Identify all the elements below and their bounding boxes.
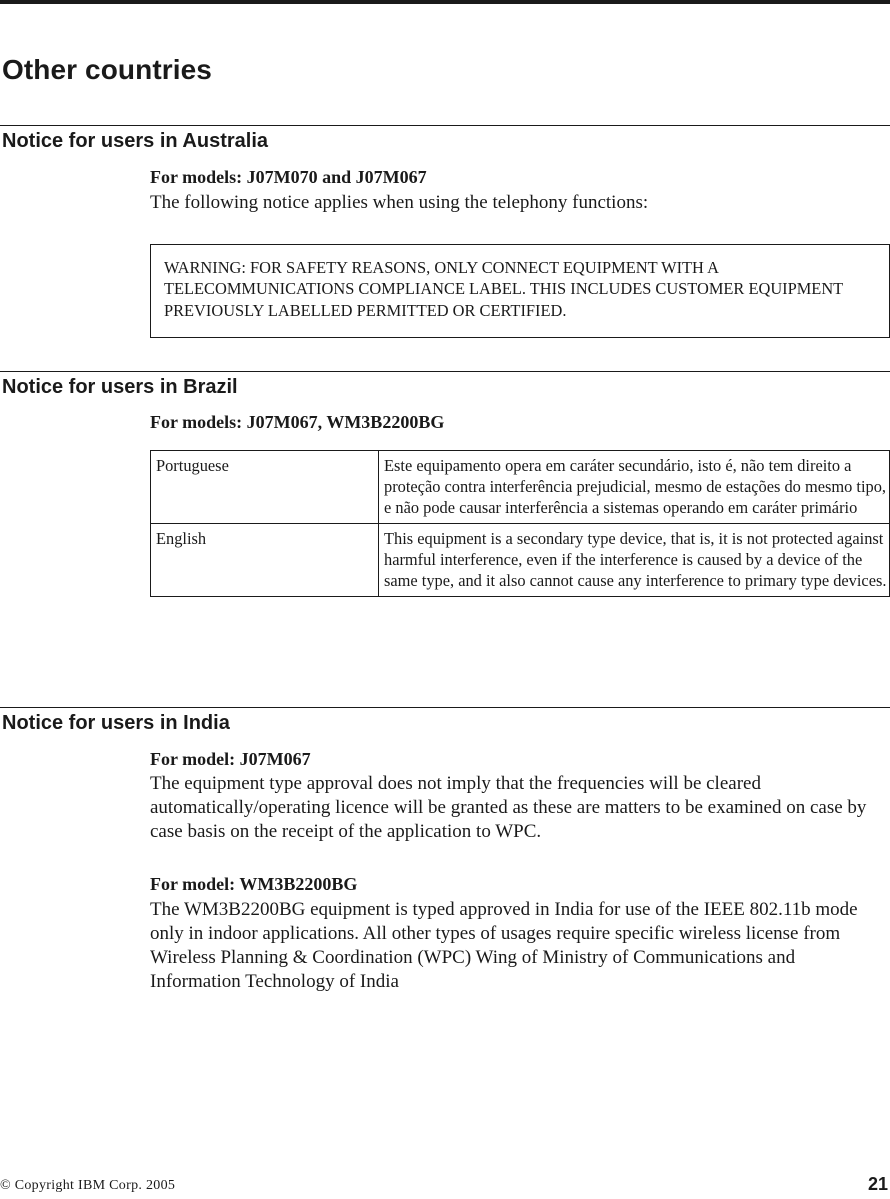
- australia-warning-text: WARNING: FOR SAFETY REASONS, ONLY CONNECT EQUIPMENT WITH A TELECOMMUNICATIONS COMPLIANCE LABEL. THIS INCLUDES CUSTOMER EQUIPMENT PREVIOUSLY LABELLED PERMITTED OR CERTIFIED.: [164, 258, 843, 320]
- page-number: 21: [867, 1174, 888, 1194]
- table-cell-language: English: [151, 524, 379, 597]
- top-rule: [0, 0, 890, 4]
- india-model-1: For model: J07M067: [150, 749, 311, 769]
- table-cell-text: This equipment is a secondary type device, that is, it is not protected against harmful interference, even if the interference is caused by a device of the same type, and it also cannot cause any interference to primary type devices.: [379, 524, 890, 597]
- india-heading: Notice for users in India: [2, 712, 230, 734]
- brazil-notice-table: [150, 450, 890, 597]
- section-divider: [0, 125, 890, 126]
- australia-heading: Notice for users in Australia: [2, 130, 268, 152]
- table-row: [151, 451, 890, 524]
- india-model-2: For model: WM3B2200BG: [150, 874, 358, 894]
- india-text-1: The equipment type approval does not imply that the frequencies will be cleared automatically/operating licence will be granted as these are matters to be examined on case by case basis on the receipt of the application to WPC.: [150, 773, 867, 842]
- australia-warning-box: [150, 244, 890, 338]
- table-cell-text: Este equipamento opera em caráter secundário, isto é, não tem direito a proteção contra interferência prejudicial, mesmo de estações do mesmo tipo, e não pode causar interferência a sistemas operando em caráter primário: [379, 451, 890, 524]
- brazil-heading: Notice for users in Brazil: [2, 376, 238, 398]
- brazil-models: For models: J07M067, WM3B2200BG: [150, 412, 445, 432]
- table-row: [151, 524, 890, 597]
- footer-copyright: © Copyright IBM Corp. 2005: [0, 1178, 176, 1193]
- page-title: Other countries: [2, 54, 212, 85]
- section-divider: [0, 371, 890, 372]
- australia-intro: The following notice applies when using the telephony functions:: [150, 192, 649, 213]
- section-divider: [0, 707, 890, 708]
- india-text-2: The WM3B2200BG equipment is typed approved in India for use of the IEEE 802.11b mode only in indoor applications. All other types of usages require specific wireless license from Wireless Planning & Coordination (WPC) Wing of Ministry of Communications and Information Technology of India: [150, 899, 858, 992]
- table-cell-language: Portuguese: [151, 451, 379, 524]
- australia-models: For models: J07M070 and J07M067: [150, 167, 427, 187]
